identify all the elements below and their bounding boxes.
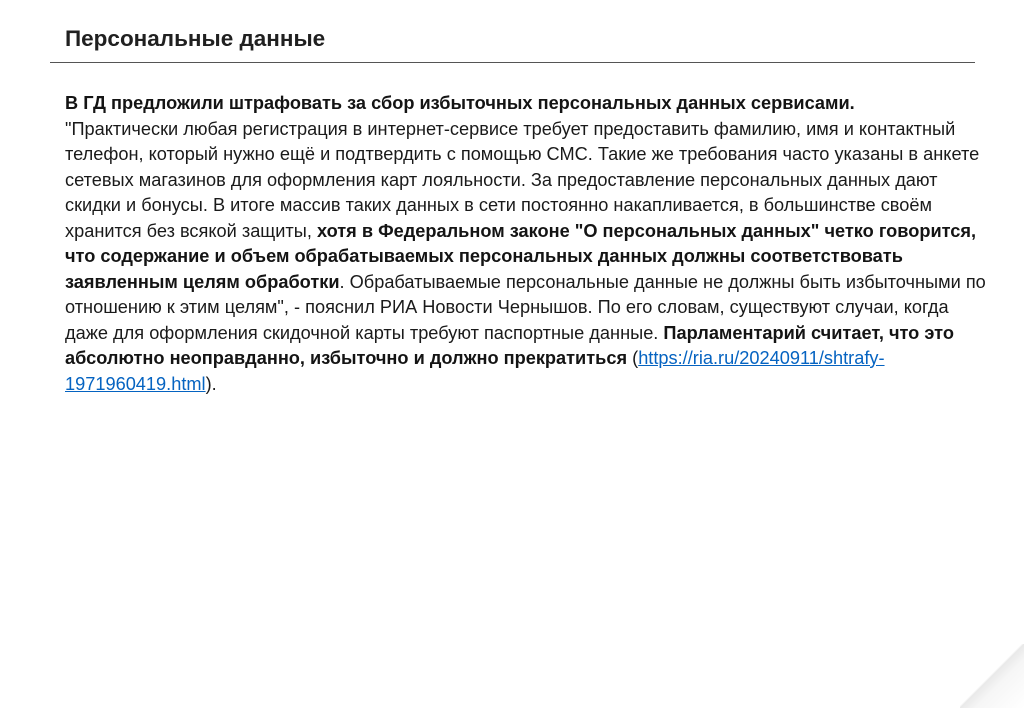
slide-title: Персональные данные [65,26,326,51]
news-headline: В ГД предложили штрафовать за сбор избыточных персональных данных сервисами. [65,93,855,113]
slide-body [65,91,987,397]
law-quote-bold: хотя в Федеральном законе "О персональных данных" четко говорится, что содержание и объем обрабатываемых персональных данных должны соответствовать заявленным целям обработки [65,220,977,292]
page-corner-curl [960,644,1024,708]
source-link[interactable]: https://ria.ru/20240911/shtrafy-1971960419.html [65,348,885,394]
title-divider [50,62,975,63]
conclusion-bold: Парламентарий считает, что это абсолютно неоправданно, избыточно и должно прекратиться [65,322,954,368]
quote-text-part1: "Практически любая регистрация в интернет-сервисе требует предоставить фамилию, имя и контактный телефон, который нужно ещё и подтвердить с помощью СМС. Такие же требования часто указаны в анкете сетевых магазинов для оформления карт лояльности. За предоставление персональных данных дают скидки и бонусы. В итоге массив таких данных в сети постоянно накапливается, в большинстве своём хранится без всякой защиты, [65,118,980,241]
quote-text-part2: . Обрабатываемые персональные данные не должны быть избыточными по отношению к этим целям", - пояснил РИА Новости Чернышов. По его словам, существуют случаи, когда даже для оформления скидочной карты требуют паспортные данные. [65,271,986,343]
link-open-paren: ( [627,348,639,368]
link-close-paren: ). [205,373,217,394]
